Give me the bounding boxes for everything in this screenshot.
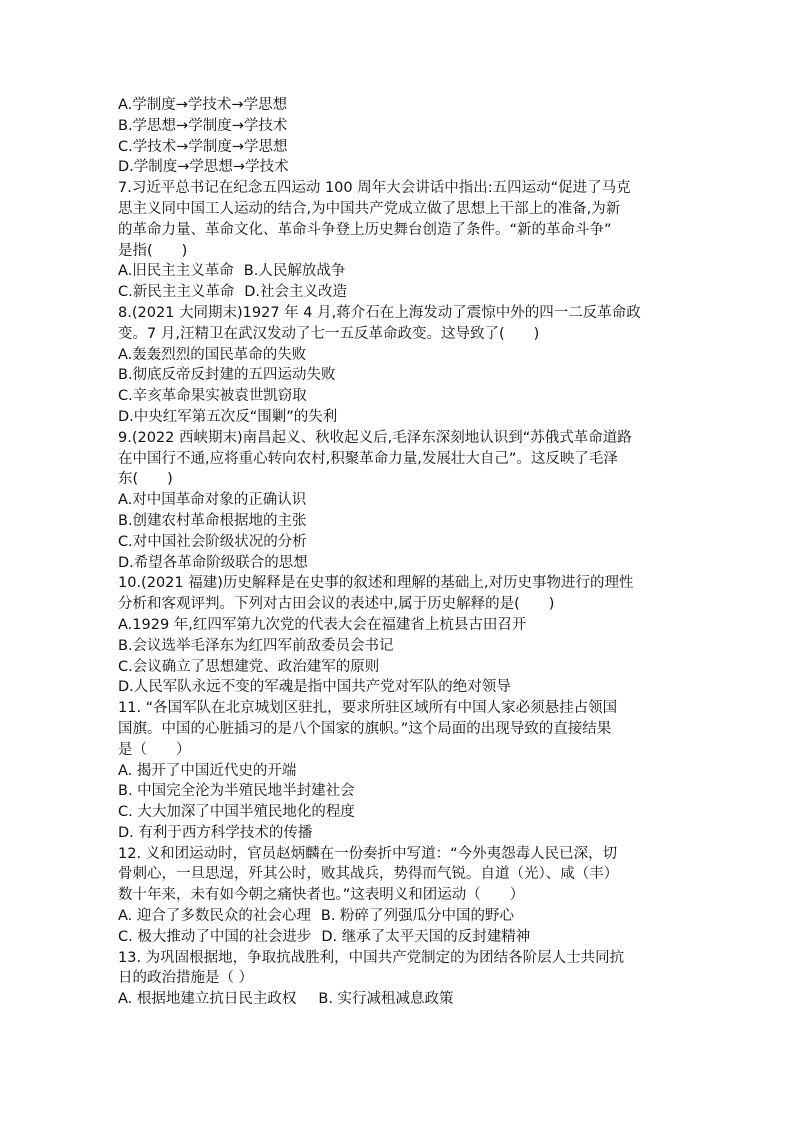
q9-stem-line: 9.(2022 西峡期末)南昌起义、秋收起义后,毛泽东深刻地认识到“苏俄式革命道路 bbox=[118, 429, 632, 446]
q12-option-c: C. 极大推动了中国的社会进步 bbox=[118, 928, 312, 945]
q11-stem-line: 国旗。中国的心脏插习的是八个国家的旗帜。”这个局面的出现导致的直接结果 bbox=[118, 720, 612, 737]
q7-options-row-cd bbox=[118, 282, 683, 303]
q11-option-a: A. 揭开了中国近代史的开端 bbox=[118, 762, 297, 779]
q9-option-a: A.对中国革命对象的正确认识 bbox=[118, 492, 307, 509]
q12-option-b: B. 粉碎了列强瓜分中国的野心 bbox=[320, 908, 515, 925]
q9-stem-line: 东( ) bbox=[118, 471, 173, 488]
q11-stem-line: 是（ ） bbox=[118, 741, 191, 758]
q12-option-d: D. 继承了太平天国的反封建精神 bbox=[321, 928, 531, 945]
q10-stem-line: 分析和客观评判。下列对古田会议的表述中,属于历史解释的是( ) bbox=[118, 596, 555, 613]
q12-stem-line: 骨刺心，一旦思逞，歼其公时，败其战兵，势得而气锐。自道（光）、咸（丰） bbox=[118, 866, 619, 883]
q8-option-d: D.中央红军第五次反“围剿”的失利 bbox=[118, 408, 338, 425]
q11-stem-line: 11. “各国军队在北京城划区驻扎，要求所驻区域所有中国人家必须悬挂占领国 bbox=[118, 700, 618, 717]
q13-stem-line: 日的政治措施是（ ） bbox=[118, 970, 254, 987]
q13-option-a: A. 根据地建立抗日民主政权 bbox=[118, 991, 297, 1008]
q13-options-row-ab bbox=[118, 989, 683, 1010]
q10-option-d: D.人民军队永远不变的军魂是指中国共产党对军队的绝对领导 bbox=[118, 679, 511, 696]
q12-options-row-ab bbox=[118, 906, 683, 927]
q11-option-c: C. 大大加深了中国半殖民地化的程度 bbox=[118, 804, 355, 821]
q8-stem-line: 8.(2021 大同期末)1927 年 4 月,蒋介石在上海发动了震惊中外的四一二反革命政 bbox=[118, 304, 641, 321]
q9-option-c: C.对中国社会阶级状况的分析 bbox=[118, 533, 307, 550]
q7-option-c: C.新民主主义革命 bbox=[118, 284, 235, 301]
q8-option-c: C.辛亥革命果实被袁世凯窃取 bbox=[118, 388, 307, 405]
q10-option-c: C.会议确立了思想建党、政治建军的原则 bbox=[118, 658, 380, 675]
q9-stem-line: 在中国行不通,应将重心转向农村,积聚革命力量,发展壮大自己”。这反映了毛泽 bbox=[118, 450, 618, 467]
exam-page bbox=[118, 95, 683, 1010]
q12-stem-line: 12. 义和团运动时，官员赵炳麟在一份奏折中写道：“今外夷怨毒人民已深，切 bbox=[118, 845, 618, 862]
q8-option-a: A.轰轰烈烈的国民革命的失败 bbox=[118, 346, 307, 363]
q9-option-b: B.创建农村革命根据地的主张 bbox=[118, 512, 307, 529]
q7-stem-line: 思主义同中国工人运动的结合,为中国共产党成立做了思想上干部上的准备,为新 bbox=[118, 200, 621, 217]
q6-option-d: D.学制度→学思想→学技术 bbox=[118, 159, 289, 176]
q12-option-a: A. 迎合了多数民众的社会心理 bbox=[118, 908, 311, 925]
q9-option-d: D.希望各革命阶级联合的思想 bbox=[118, 554, 308, 571]
q12-stem-line: 数十年来，未有如今朝之痛快者也。”这表明义和团运动（ ） bbox=[118, 887, 525, 904]
q13-option-b: B. 实行减租减息政策 bbox=[318, 991, 454, 1008]
q11-option-d: D. 有利于西方科学技术的传播 bbox=[118, 824, 313, 841]
q6-option-a: A.学制度→学技术→学思想 bbox=[118, 97, 288, 113]
q7-option-a: A.旧民主主义革命 bbox=[118, 263, 234, 280]
q7-options-row-ab bbox=[118, 261, 683, 282]
q13-stem-line: 13. 为巩固根据地，争取抗战胜利，中国共产党制定的为团结各阶层人士共同抗 bbox=[118, 949, 625, 966]
q6-option-b: B.学思想→学制度→学技术 bbox=[118, 117, 288, 134]
q8-option-b: B.彻底反帝反封建的五四运动失败 bbox=[118, 367, 336, 384]
q7-option-b: B.人民解放战争 bbox=[243, 263, 346, 280]
q7-option-d: D.社会主义改造 bbox=[244, 284, 348, 301]
q10-option-a: A.1929 年,红四军第九次党的代表大会在福建省上杭县古田召开 bbox=[118, 616, 527, 633]
q10-option-b: B.会议选举毛泽东为红四军前敌委员会书记 bbox=[118, 637, 394, 654]
q8-stem-line: 变。7 月,汪精卫在武汉发动了七一五反革命政变。这导致了( ) bbox=[118, 325, 540, 342]
q7-stem-line: 的革命力量、革命文化、革命斗争登上历史舞台创造了条件。“新的革命斗争” bbox=[118, 221, 612, 238]
q10-stem-line: 10.(2021 福建)历史解释是在史事的叙述和理解的基础上,对历史事物进行的理性 bbox=[118, 575, 634, 592]
q12-options-row-cd bbox=[118, 927, 683, 948]
q7-stem-line: 是指( ) bbox=[118, 242, 188, 259]
q7-stem-line: 7.习近平总书记在纪念五四运动 100 周年大会讲话中指出:五四运动“促进了马克 bbox=[118, 180, 631, 197]
q11-option-b: B. 中国完全沦为半殖民地半封建社会 bbox=[118, 783, 355, 800]
q6-option-c: C.学技术→学制度→学思想 bbox=[118, 138, 288, 155]
